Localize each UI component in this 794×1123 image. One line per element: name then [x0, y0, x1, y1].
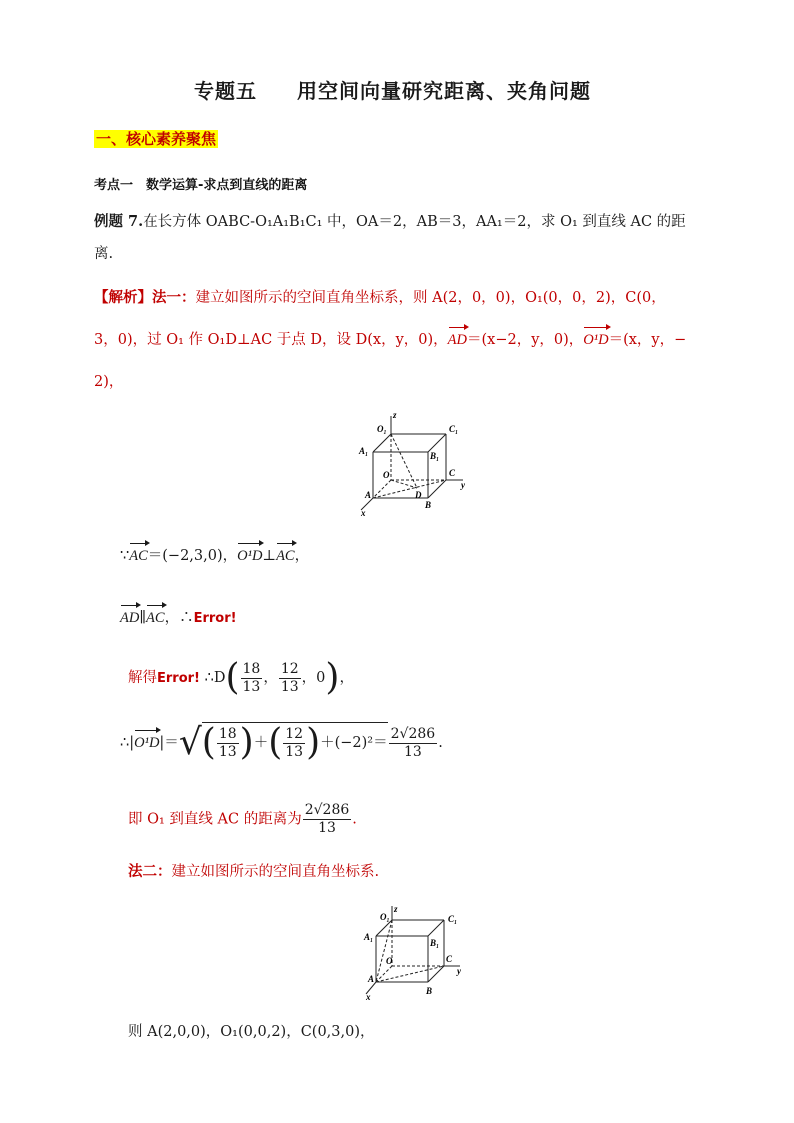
step3-zero: 0 [316, 670, 326, 686]
fig1-label-o1: O₁ [377, 424, 387, 434]
step1-end: ， [294, 548, 310, 564]
fig2-label-a: A [368, 974, 375, 984]
step3-frac1: $\frac{18}{13}$ [242, 660, 261, 695]
step4-result: $\frac{2√286}{13}$ [390, 725, 436, 760]
fig2-label-y: y [457, 966, 461, 976]
method1-text2a: 3，0)，过 O₁ 作 O₁D⊥AC 于点 D，设 D(x，y，0)， [94, 332, 448, 348]
section-label: 一、核心素养聚焦 [96, 130, 217, 148]
step1-perp: ⊥ [262, 548, 277, 564]
step2-vector-ad: AD [120, 610, 140, 626]
step1-line: ∵AC＝(−2,3,0)，O¹D⊥AC， [120, 548, 310, 564]
fig1-label-b: B [425, 500, 432, 510]
solution-line1 [94, 288, 666, 308]
step5-line: 即 O₁ 到直线 AC 的距离为 $\frac{2√286}{13}$ . [128, 802, 357, 836]
vector-o1d: O¹D [583, 332, 609, 348]
step3-mid: ∴D [204, 670, 226, 686]
vector-ad: AD [447, 332, 467, 348]
fig2-label-c: C [446, 954, 453, 964]
fig2-label-x: x [366, 992, 371, 1000]
method2-line [128, 862, 379, 882]
cuboid-figure-1 [355, 412, 475, 516]
fig2-label-o: O [386, 956, 393, 966]
step1-text: ＝(−2,3,0)， [147, 548, 238, 564]
step2-parallel: ∥ [139, 610, 147, 626]
method2-text: 建立如图所示的空间直角坐标系. [171, 864, 380, 880]
example-label: 例题 7. [94, 213, 144, 230]
method1-text1: 建立如图所示的空间直角坐标系，则 A(2，0，0)，O₁(0，0，2)，C(0， [195, 290, 666, 306]
step3-line: 解得Error! ∴D( $\frac{18}{13}$ ， $\frac{12}{13}$ ，0)， [128, 657, 354, 698]
step2-line [120, 608, 237, 629]
fig2-label-b: B [426, 986, 433, 996]
step4-frac1: $\frac{18}{13}$ [218, 725, 237, 760]
step2-vector-ac: AC [146, 610, 165, 626]
fig1-label-y: y [461, 480, 465, 490]
fig2-label-a1: A₁ [364, 932, 374, 942]
fig1-label-c: C [449, 468, 456, 478]
fig1-label-a: A [365, 490, 372, 500]
fig1-label-b1: B₁ [430, 451, 440, 461]
method2-label: 法二： [128, 863, 172, 880]
fig2-label-z: z [394, 904, 398, 914]
solution-line2 [94, 330, 686, 350]
step2-error: Error! [193, 611, 237, 626]
step4-tail: ＋(−2)²＝ [320, 735, 388, 751]
step1-vector-ac: AC [129, 548, 148, 564]
fig1-label-d: D [415, 490, 422, 500]
title-part1: 专题五 [194, 79, 257, 103]
step4-line: ∴|O¹D|＝√( $\frac{18}{13}$ )＋( $\frac{12}{13}$ )＋(−2)²＝ $\frac{2√286}{13}$ . [120, 722, 443, 763]
fig1-label-c1: C₁ [449, 424, 459, 434]
step4-frac2: $\frac{12}{13}$ [285, 725, 304, 760]
fig2-label-b1: B₁ [430, 938, 440, 948]
section-heading [94, 128, 218, 149]
example-line1 [94, 212, 686, 232]
step3-frac2: $\frac{12}{13}$ [280, 660, 299, 695]
method1-text2c: ＝(x，y，− [608, 332, 687, 348]
method1-label: 法一： [152, 289, 196, 306]
fig2-label-o1: O₁ [380, 912, 390, 922]
step4-radicand: ( $\frac{18}{13}$ )＋( $\frac{12}{13}$ )＋(−2)²＝ [201, 722, 388, 763]
example-text1: 在长方体 OABC-O₁A₁B₁C₁ 中，OA＝2，AB＝3，AA₁＝2，求 O₁ 到直线 AC 的距 [143, 214, 686, 230]
fig1-label-a1: A₁ [359, 446, 369, 456]
page-title [194, 75, 591, 104]
step2-text: ，∴ [164, 610, 194, 626]
example-line2: 离. [94, 246, 114, 262]
step4-eq: |＝ [159, 735, 179, 751]
step1-vector-ac2: AC [276, 548, 295, 564]
method2-coords-line: 则 A(2,0,0)，O₁(0,0,2)，C(0,3,0)， [128, 1024, 375, 1040]
fig1-label-z: z [393, 412, 397, 420]
step4-vector-o1d: O¹D [134, 735, 160, 751]
step3-prefix: 解得 [128, 670, 157, 686]
title-part2: 用空间向量研究距离、夹角问题 [297, 79, 591, 103]
step3-error: Error! [157, 671, 200, 686]
step5-text: 即 O₁ 到直线 AC 的距离为 [128, 811, 302, 828]
step5-result: $\frac{2√286}{13}$ [304, 802, 350, 836]
solution-tag: 【解析】 [94, 289, 152, 306]
step1-vector-o1d: O¹D [237, 548, 263, 564]
fig1-label-x: x [361, 508, 366, 516]
method1-text2b: ＝(x−2，y，0)， [467, 332, 584, 348]
cuboid-figure-2 [360, 904, 470, 1000]
fig1-label-o: O [383, 470, 390, 480]
step4-prefix: ∴| [120, 735, 135, 751]
kaodian-heading: 考点一 数学运算-求点到直线的距离 [94, 178, 308, 193]
solution-line3: 2)， [94, 374, 124, 390]
fig2-label-c1: C₁ [448, 914, 458, 924]
